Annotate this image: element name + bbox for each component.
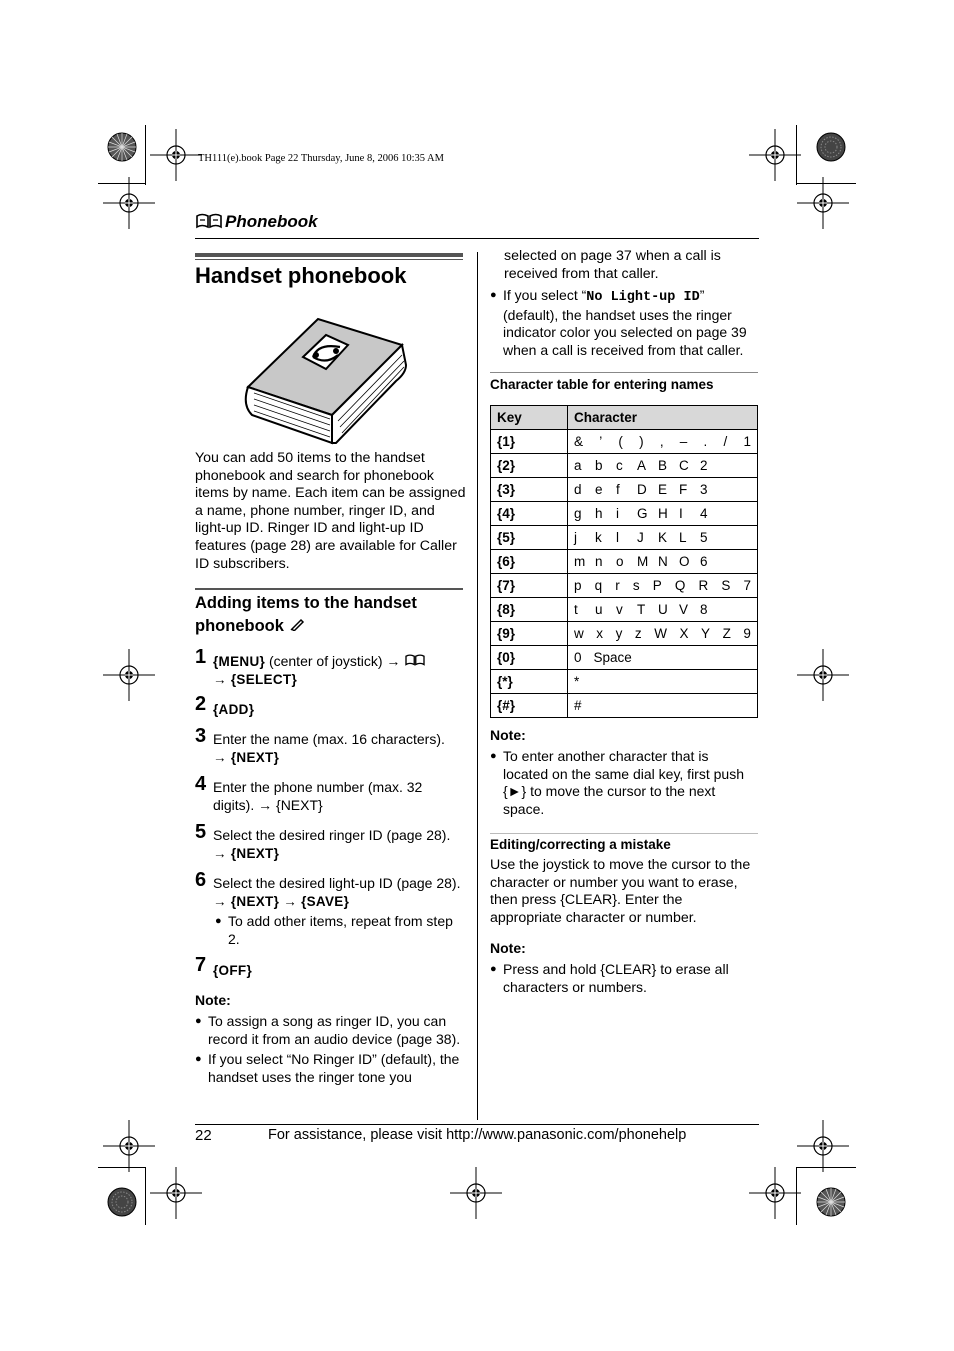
character: i [616,506,619,521]
section-header [195,212,318,234]
table-row [491,478,758,502]
key-cell: {9} [491,622,568,646]
character: Z [722,626,731,641]
character: 1 [743,434,751,449]
character-table [490,405,758,718]
character: E [658,482,668,497]
title-rule [195,253,463,257]
phonebook-illustration [240,315,408,447]
character: M [637,554,649,569]
table-row [491,502,758,526]
page-number: 22 [195,1127,212,1144]
character: L [679,530,687,545]
character: o [616,554,624,569]
character: P [652,578,662,593]
character: 5 [700,530,708,545]
table-heading: Character table for entering names [490,377,714,392]
off-key: {OFF} [213,963,253,978]
pencil-icon [289,617,305,635]
editing-note-label: Note: [490,940,526,956]
key-cell: {5} [491,526,568,550]
character: V [679,602,689,617]
character: k [595,530,602,545]
character: C [679,458,689,473]
character: y [615,626,623,641]
character: N [658,554,668,569]
character: B [658,458,668,473]
select-key: → {SELECT} [213,671,298,687]
character: X [679,626,689,641]
character: 7 [743,578,751,593]
character: z [634,626,642,641]
table-row [491,430,758,454]
character: 8 [700,602,708,617]
editing-heading: Editing/correcting a mistake [490,837,671,852]
character: T [637,602,646,617]
character: 6 [700,554,708,569]
character: 4 [700,506,708,521]
table-row [491,694,758,718]
key-cell: {3} [491,478,568,502]
character: d [574,482,582,497]
editing-rule [490,833,758,834]
subsection-rule [195,588,463,590]
character: H [658,506,668,521]
character: m [574,554,586,569]
table-row [491,670,758,694]
character: Space [593,650,632,665]
key-cell: {2} [491,454,568,478]
menu-key: {MENU} [213,654,266,669]
character: s [632,578,640,593]
table-row [491,454,758,478]
character-cell [568,550,758,574]
character: . [703,434,708,449]
character: , [659,434,664,449]
character: D [637,482,647,497]
character: / [723,434,728,449]
character: G [637,506,648,521]
character-cell [568,502,758,526]
character-cell [568,478,758,502]
character: ( [618,434,623,449]
book-icon [404,653,426,669]
add-key: {ADD} [213,702,255,717]
character: W [654,626,667,641]
character: & [574,434,584,449]
key-cell: {7} [491,574,568,598]
header-rule [195,238,759,239]
character: g [574,506,582,521]
character: * [574,674,580,689]
character-cell [568,454,758,478]
character-cell [568,574,758,598]
character: – [679,434,688,449]
page-title: Handset phonebook [195,263,407,288]
character: c [616,458,623,473]
character: 0 [574,650,582,665]
character: # [574,698,582,713]
note-label-right: Note: [490,727,526,743]
table-row [491,574,758,598]
character-cell [568,526,758,550]
character: 9 [743,626,751,641]
footer-text: For assistance, please visit http://www.panasonic.com/phonehelp [268,1127,687,1143]
character: q [594,578,603,593]
title-rule-thin [195,259,463,260]
key-cell: {4} [491,502,568,526]
character: l [616,530,619,545]
col-character: Character [568,406,758,430]
table-row [491,646,758,670]
character: t [574,602,578,617]
character: Q [674,578,686,593]
character: K [658,530,668,545]
character: R [698,578,709,593]
character: u [595,602,603,617]
character-cell [568,430,758,454]
continued-text: selected on page 37 when a call is received from that caller. [504,248,721,282]
col-key: Key [491,406,568,430]
key-cell: {*} [491,670,568,694]
character: Y [701,626,711,641]
character: b [595,458,603,473]
intro-paragraph: You can add 50 items to the handset phonebook and search for phonebook items by name. Each item can be assigned a name, phone number, ringer ID, and light-up ID. Ringer ID and light-up ID features (page 28) are available for Caller ID subscribers. [195,450,466,572]
character-cell [568,598,758,622]
footer-rule [195,1124,759,1125]
adding-heading: Adding items to the handset phonebook [195,594,417,635]
key-cell: {0} [491,646,568,670]
print-info: TH111(e).book Page 22 Thursday, June 8, 2006 10:35 AM [198,153,444,164]
character: e [595,482,603,497]
character: w [574,626,584,641]
character-cell [568,670,758,694]
character: r [615,578,620,593]
character: h [595,506,603,521]
key-cell: {1} [491,430,568,454]
character: J [637,530,644,545]
character: j [574,530,577,545]
editing-text: Use the joystick to move the cursor to the character or number you want to erase, then press {CLEAR}. Enter the appropriate character or number. [490,857,751,926]
character-cell [568,646,758,670]
character: O [679,554,690,569]
character: x [596,626,604,641]
character: ’ [599,434,603,449]
character-cell [568,694,758,718]
character: f [616,482,620,497]
character: 3 [700,482,708,497]
character: 2 [700,458,708,473]
character: p [574,578,582,593]
table-row [491,598,758,622]
character: F [679,482,688,497]
character: U [658,602,668,617]
step-number: 1 [195,646,207,668]
character: ) [639,434,644,449]
character: v [616,602,623,617]
column-divider [477,252,478,1120]
character: S [721,578,731,593]
key-cell: {6} [491,550,568,574]
section-title: Phonebook [225,212,318,231]
key-cell: {8} [491,598,568,622]
key-cell: {#} [491,694,568,718]
note-label-left: Note: [195,992,231,1008]
book-icon [195,213,225,234]
table-row [491,550,758,574]
table-row [491,622,758,646]
table-heading-rule [490,372,758,373]
character-cell [568,622,758,646]
table-row [491,526,758,550]
character: n [595,554,603,569]
character: I [679,506,683,521]
character: A [637,458,647,473]
character: a [574,458,582,473]
